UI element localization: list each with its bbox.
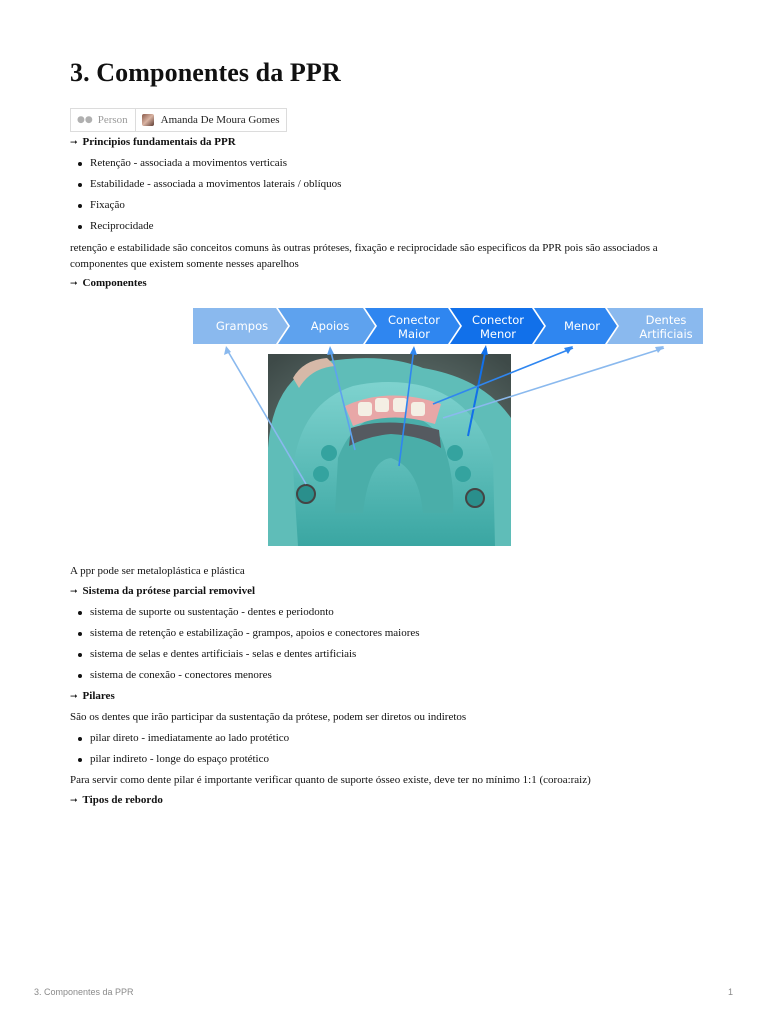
page-number: 1 <box>727 987 733 997</box>
toggle-arrow-icon: ➞ <box>70 692 78 702</box>
person-icon: ●● <box>77 115 93 125</box>
list-item: Fixação <box>78 197 125 213</box>
chevron-label: Conector <box>471 313 525 327</box>
chevron-flow <box>193 308 703 344</box>
list-item: sistema de retenção e estabilização - grampos, apoios e conectores maiores <box>78 625 420 641</box>
toggle-arrow-icon: ➞ <box>70 796 78 806</box>
chevron-label: Conector <box>387 313 441 327</box>
paragraph: Para servir como dente pilar é importante verificar quanto de suporte ósseo existe, deve ter no mínimo 1:1 (coroa:raiz) <box>70 774 591 786</box>
denture-photo <box>268 354 511 546</box>
property-key-label: Person <box>97 114 128 126</box>
toggle-tipos-rebordo[interactable] <box>70 792 163 809</box>
toggle-pilares[interactable] <box>70 688 115 705</box>
page-title: 3. Componentes da PPR <box>70 58 341 87</box>
list-item: sistema de conexão - conectores menores <box>78 667 272 683</box>
toggle-componentes[interactable] <box>70 275 147 292</box>
toggle-heading: Sistema da prótese parcial removivel <box>82 585 256 597</box>
property-row <box>70 108 287 132</box>
list-item: Estabilidade - associada a movimentos laterais / oblíquos <box>78 176 341 192</box>
person-name: Amanda De Moura Gomes <box>160 114 280 126</box>
list-item: pilar direto - imediatamente ao lado protético <box>78 730 289 746</box>
property-key <box>71 109 136 131</box>
toggle-sistema[interactable] <box>70 583 255 600</box>
toggle-heading: Tipos de rebordo <box>82 794 163 806</box>
toggle-heading: Pilares <box>82 690 115 702</box>
chevron-label: Dentes <box>645 313 687 327</box>
toggle-heading: Principios fundamentais da PPR <box>82 136 236 148</box>
toggle-arrow-icon: ➞ <box>70 138 78 148</box>
avatar <box>142 114 154 126</box>
toggle-principios[interactable] <box>70 134 236 151</box>
toggle-arrow-icon: ➞ <box>70 587 78 597</box>
footer-title: 3. Componentes da PPR <box>34 987 134 997</box>
toggle-arrow-icon: ➞ <box>70 279 78 289</box>
chevron-label: Apoios <box>310 319 350 333</box>
list-item: sistema de selas e dentes artificiais - selas e dentes artificiais <box>78 646 356 662</box>
list-item: Reciprocidade <box>78 218 154 234</box>
list-item: Retenção - associada a movimentos verticais <box>78 155 287 171</box>
property-value[interactable] <box>136 109 286 131</box>
chevron-label: Menor <box>563 319 601 333</box>
paragraph: A ppr pode ser metaloplástica e plástica <box>70 565 245 577</box>
chevron-label: Maior <box>398 327 430 341</box>
components-figure <box>123 308 703 550</box>
chevron-label: Artificiais <box>639 327 693 341</box>
chevron-label: Menor <box>479 327 517 341</box>
chevron-label: Grampos <box>215 319 269 333</box>
list-item: sistema de suporte ou sustentação - dentes e periodonto <box>78 604 334 620</box>
toggle-heading: Componentes <box>82 277 147 289</box>
paragraph: São os dentes que irão participar da sustentação da prótese, podem ser diretos ou indiretos <box>70 711 467 723</box>
list-item: pilar indireto - longe do espaço protético <box>78 751 269 767</box>
paragraph: retenção e estabilidade são conceitos comuns às outras próteses, fixação e reciprocidade são especificos da PPR pois são associados a componentes que existem somente nesses aparelhos <box>70 242 658 270</box>
